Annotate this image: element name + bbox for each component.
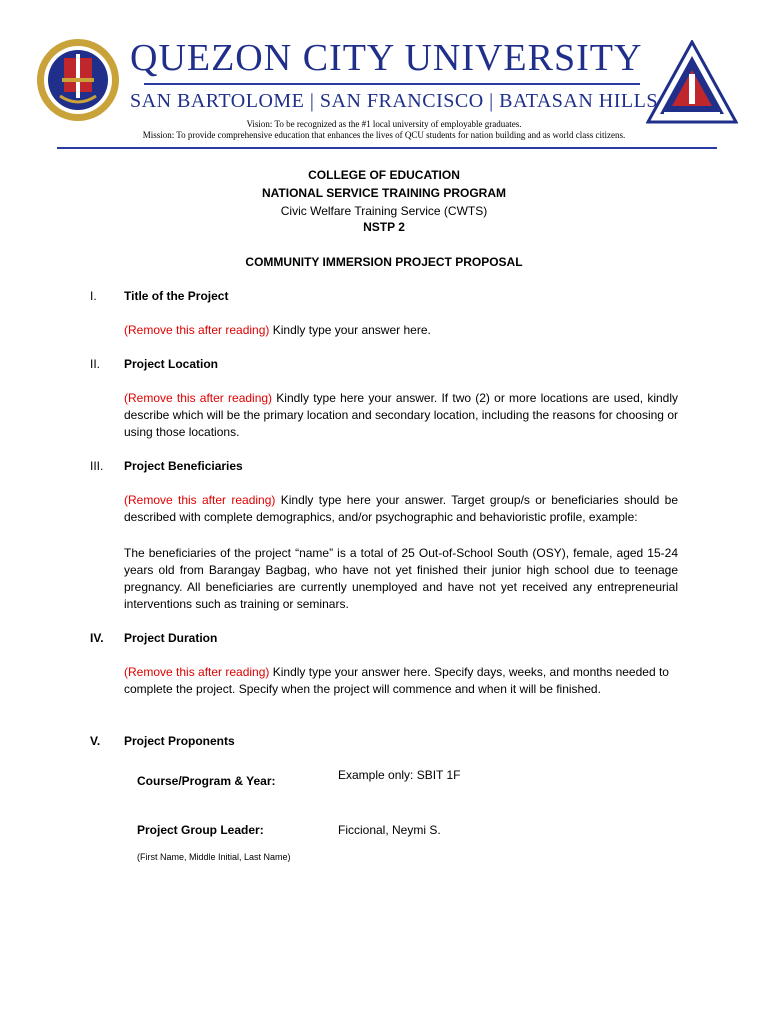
section-number: IV. bbox=[90, 631, 104, 645]
section-body bbox=[124, 492, 678, 526]
course-code: NSTP 2 bbox=[363, 220, 405, 234]
section-body bbox=[124, 322, 678, 339]
section-title: Project Location bbox=[124, 357, 219, 371]
section-title: Project Duration bbox=[124, 631, 218, 645]
removal-note: (Remove this after reading) bbox=[124, 391, 273, 405]
header-divider bbox=[57, 147, 717, 149]
qcu-seal-logo bbox=[36, 38, 120, 122]
section-title: Project Beneficiaries bbox=[124, 459, 243, 473]
section-title: Project Proponents bbox=[124, 734, 235, 748]
university-name-rule bbox=[144, 83, 640, 85]
instruction-text: Kindly type here your answer. If two (2) or more locations are used, kindly describe which will be the primary location and secondary location, including the reasons for choosing or using those locations. bbox=[124, 391, 678, 439]
program-name: NATIONAL SERVICE TRAINING PROGRAM bbox=[261, 186, 506, 200]
course-program-value[interactable]: Example only: SBIT 1F bbox=[338, 768, 461, 782]
course-program-label: Course/Program & Year: bbox=[137, 774, 276, 788]
document-title: COMMUNITY IMMERSION PROJECT PROPOSAL bbox=[245, 255, 523, 269]
mission-statement: Mission: To provide comprehensive education that enhances the lives of QCU students for nation building and as world class citizens. bbox=[142, 130, 626, 140]
quezon-city-seal-logo bbox=[646, 40, 738, 124]
section-number: I. bbox=[90, 289, 97, 303]
section-body bbox=[124, 664, 678, 698]
section-number: II. bbox=[90, 357, 101, 371]
campus-list: SAN BARTOLOME | SAN FRANCISCO | BATASAN HILLS bbox=[130, 90, 658, 112]
section-body bbox=[124, 390, 678, 441]
instruction-text: Kindly type your answer here. Specify days, weeks, and months needed to complete the project. Specify when the project will commence and when it will be finished. bbox=[124, 665, 669, 696]
group-leader-label: Project Group Leader: bbox=[137, 823, 264, 837]
instruction-text: Kindly type your answer here. bbox=[269, 323, 431, 337]
removal-note: (Remove this after reading) bbox=[124, 323, 270, 337]
section-title: Title of the Project bbox=[124, 289, 229, 303]
removal-note: (Remove this after reading) bbox=[124, 493, 276, 507]
service-name: Civic Welfare Training Service (CWTS) bbox=[280, 204, 488, 218]
instruction-text: Kindly type here your answer. Target group/s or beneficiaries should be described with complete demographics, and/or psychographic and behavioristic profile, example: bbox=[124, 493, 678, 524]
removal-note: (Remove this after reading) bbox=[124, 665, 270, 679]
university-name: QUEZON CITY UNIVERSITY bbox=[130, 37, 643, 79]
vision-statement: Vision: To be recognized as the #1 local university of employable graduates. bbox=[246, 119, 522, 129]
group-leader-value[interactable]: Ficcional, Neymi S. bbox=[338, 823, 441, 837]
section-number: III. bbox=[90, 459, 104, 473]
group-leader-hint: (First Name, Middle Initial, Last Name) bbox=[137, 852, 291, 862]
section-number: V. bbox=[90, 734, 101, 748]
beneficiaries-example: The beneficiaries of the project “name” is a total of 25 Out-of-School South (OSY), female, aged 15-24 years old from Barangay Bagbag, who have not yet finished their junior high school due to teenage pregnancy. All beneficiaries are currently unemployed and have not yet received any entrepreneurial interventions such as training or seminars. bbox=[124, 546, 678, 611]
college-name: COLLEGE OF EDUCATION bbox=[308, 168, 460, 182]
